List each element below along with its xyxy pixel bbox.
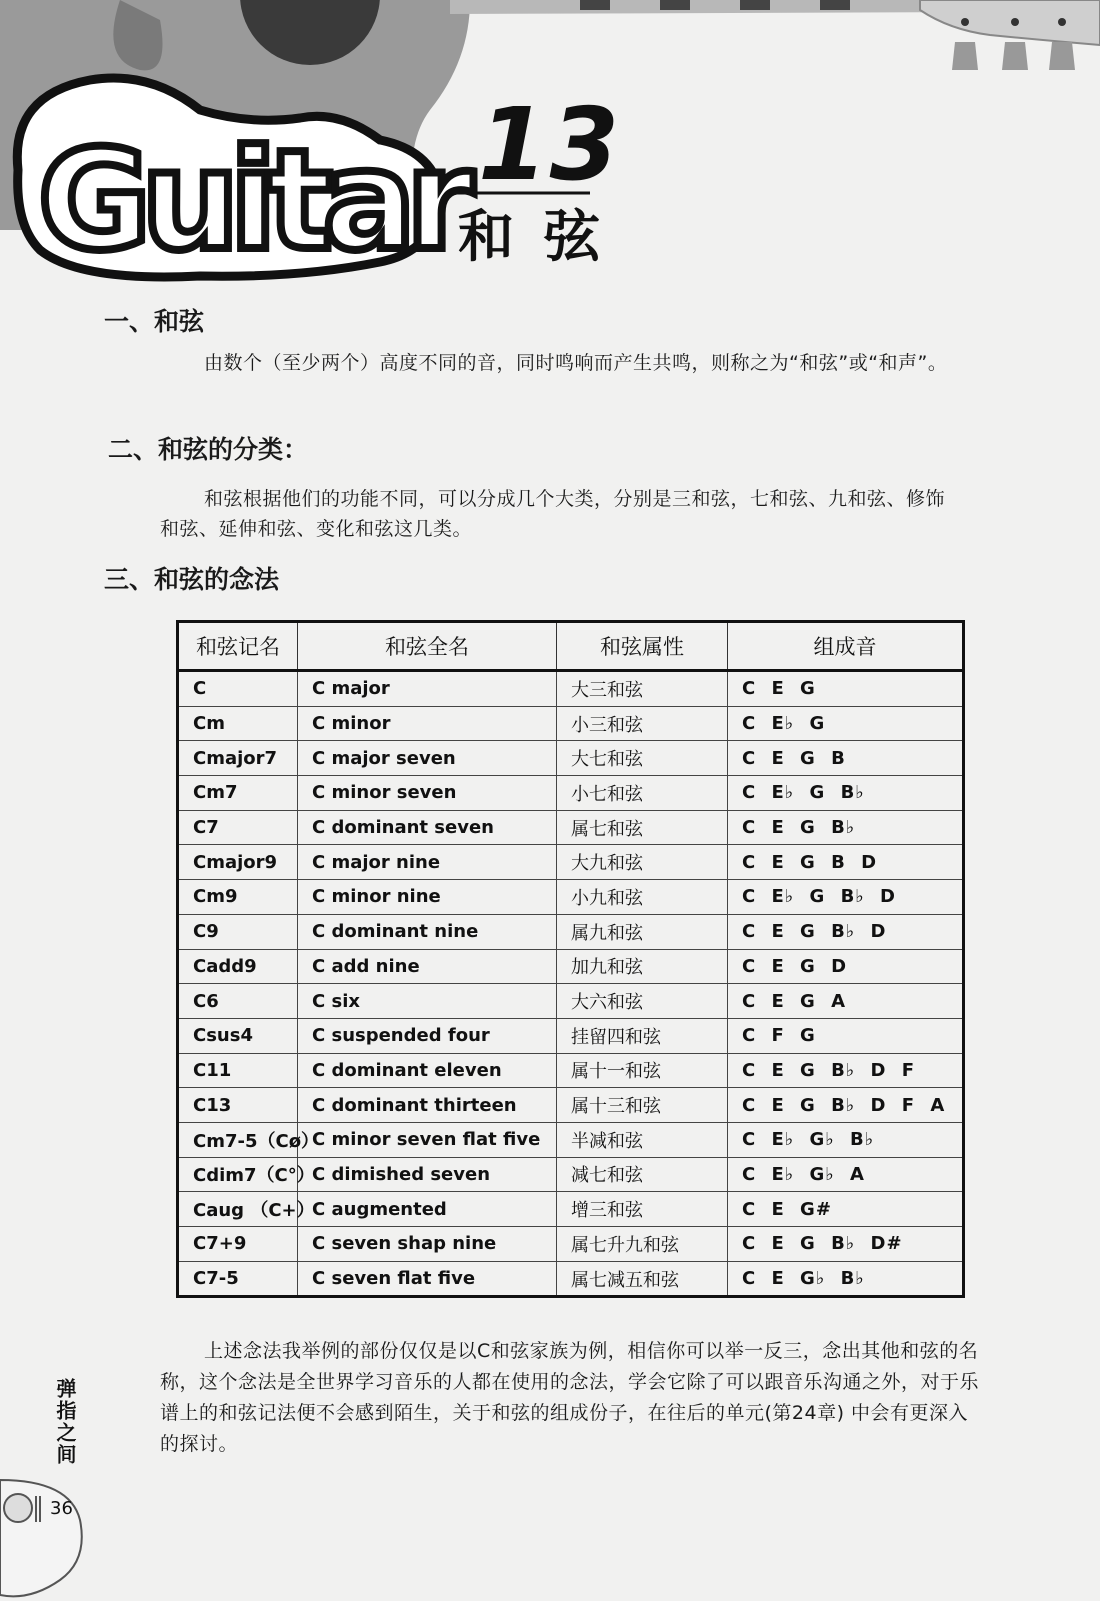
chord-symbol-cell: Cadd9 (178, 949, 298, 984)
chord-attribute-cell: 小三和弦 (557, 706, 728, 741)
guitar-logo: Guitar (38, 120, 464, 281)
chord-attribute-cell: 小九和弦 (557, 880, 728, 915)
table-row (178, 1053, 964, 1088)
chord-attribute-cell: 属七和弦 (557, 810, 728, 845)
chord-attribute-cell: 大七和弦 (557, 741, 728, 776)
chord-symbol-cell: Cm7 (178, 776, 298, 811)
chord-symbol-cell: Cmajor9 (178, 845, 298, 880)
table-row (178, 1088, 964, 1123)
chord-notes-cell: C E♭ G (728, 706, 964, 741)
table-row (178, 984, 964, 1019)
chord-notes-cell: C E G B♭ D# (728, 1227, 964, 1262)
chord-full-name-cell: C minor (298, 706, 557, 741)
chord-notes-cell: C E♭ G B♭ D (728, 880, 964, 915)
section-heading-classification: 二、和弦的分类： (108, 435, 309, 464)
chord-notes-cell: C E G (728, 671, 964, 707)
chord-symbol-cell: C7 (178, 810, 298, 845)
chord-full-name-cell: C augmented (298, 1192, 557, 1227)
page-number: 36 (50, 1498, 73, 1519)
chord-attribute-cell: 大六和弦 (557, 984, 728, 1019)
section-body-chord: 由数个（至少两个）高度不同的音，同时鸣响而产生共鸣，则称之为“和弦”或“和声”。 (204, 352, 948, 374)
chord-symbol-cell: C11 (178, 1053, 298, 1088)
chord-attribute-cell: 大九和弦 (557, 845, 728, 880)
table-row (178, 1157, 964, 1192)
table-row (178, 776, 964, 811)
chord-symbol-cell: C (178, 671, 298, 707)
table-row (178, 880, 964, 915)
table-row (178, 1122, 964, 1157)
side-label: 弹指之间 (53, 1378, 77, 1466)
chord-symbol-cell: C13 (178, 1088, 298, 1123)
section-body-classification: 和弦根据他们的功能不同，可以分成几个大类，分别是三和弦，七和弦、九和弦、修饰和弦、延伸和弦、变化和弦这几类。 (160, 488, 946, 540)
column-header-notes: 组成音 (728, 622, 964, 671)
chord-notes-cell: C E♭ G B♭ (728, 776, 964, 811)
column-header-attribute: 和弦属性 (557, 622, 728, 671)
table-row (178, 914, 964, 949)
table-row (178, 671, 964, 707)
chapter-number: 13 (478, 86, 622, 203)
chord-attribute-cell: 半减和弦 (557, 1122, 728, 1157)
chord-table-body (178, 671, 964, 1297)
chord-full-name-cell: C add nine (298, 949, 557, 984)
chord-attribute-cell: 减七和弦 (557, 1157, 728, 1192)
section-heading-chord: 一、和弦 (104, 307, 205, 336)
table-row (178, 845, 964, 880)
chord-symbol-cell: Cmajor7 (178, 741, 298, 776)
chord-notes-cell: C E♭ G♭ A (728, 1157, 964, 1192)
chord-full-name-cell: C dimished seven (298, 1157, 557, 1192)
chord-attribute-cell: 属七升九和弦 (557, 1227, 728, 1262)
table-row (178, 810, 964, 845)
chord-symbol-cell: Cdim7（C°） (178, 1157, 298, 1192)
chord-attribute-cell: 属十一和弦 (557, 1053, 728, 1088)
chord-attribute-cell: 属七减五和弦 (557, 1261, 728, 1297)
column-header-full-name: 和弦全名 (298, 622, 557, 671)
table-row (178, 1261, 964, 1297)
chord-full-name-cell: C minor seven (298, 776, 557, 811)
chord-symbol-cell: C9 (178, 914, 298, 949)
column-header-symbol: 和弦记名 (178, 622, 298, 671)
chord-symbol-cell: Caug （C+） (178, 1192, 298, 1227)
chord-full-name-cell: C dominant nine (298, 914, 557, 949)
chord-full-name-cell: C seven shap nine (298, 1227, 557, 1262)
chord-symbol-cell: Cm (178, 706, 298, 741)
chord-attribute-cell: 属九和弦 (557, 914, 728, 949)
chord-attribute-cell: 增三和弦 (557, 1192, 728, 1227)
chord-symbol-cell: C7+9 (178, 1227, 298, 1262)
chord-notes-cell: C E G B D (728, 845, 964, 880)
chord-full-name-cell: C seven flat five (298, 1261, 557, 1297)
chord-symbol-cell: Cm7-5（Cø） (178, 1122, 298, 1157)
chord-symbol-cell: Csus4 (178, 1018, 298, 1053)
table-row (178, 706, 964, 741)
chord-notes-cell: C E G# (728, 1192, 964, 1227)
chord-attribute-cell: 加九和弦 (557, 949, 728, 984)
guitar-corner-icon (0, 1460, 100, 1601)
chord-full-name-cell: C suspended four (298, 1018, 557, 1053)
chord-full-name-cell: C minor seven flat five (298, 1122, 557, 1157)
chord-full-name-cell: C dominant eleven (298, 1053, 557, 1088)
chord-notes-cell: C E G♭ B♭ (728, 1261, 964, 1297)
table-row (178, 949, 964, 984)
chord-notes-cell: C E G B♭ D F (728, 1053, 964, 1088)
chord-full-name-cell: C dominant thirteen (298, 1088, 557, 1123)
section-heading-pronunciation: 三、和弦的念法 (104, 565, 280, 594)
chord-notes-cell: C E G B♭ D F A (728, 1088, 964, 1123)
chord-notes-cell: C E G B♭ (728, 810, 964, 845)
chord-attribute-cell: 挂留四和弦 (557, 1018, 728, 1053)
chord-symbol-cell: C7-5 (178, 1261, 298, 1297)
chord-notes-cell: C E♭ G♭ B♭ (728, 1122, 964, 1157)
chord-full-name-cell: C major seven (298, 741, 557, 776)
chord-full-name-cell: C minor nine (298, 880, 557, 915)
table-row (178, 1227, 964, 1262)
chord-full-name-cell: C dominant seven (298, 810, 557, 845)
chapter-title: 和弦 (458, 205, 630, 270)
chord-attribute-cell: 大三和弦 (557, 671, 728, 707)
table-header-row (178, 622, 964, 671)
chord-notes-cell: C E G B♭ D (728, 914, 964, 949)
closing-paragraph: 上述念法我举例的部份仅仅是以C和弦家族为例，相信你可以举一反三，念出其他和弦的名称，这个念法是全世界学习音乐的人都在使用的念法，学会它除了可以跟音乐沟通之外，对于乐谱上的和弦记法便不会感到陌生，关于和弦的组成份子，在往后的单元(第24章) 中会有更深入的探讨。 (160, 1340, 980, 1455)
chord-table (176, 620, 965, 1298)
table-row (178, 1192, 964, 1227)
chord-full-name-cell: C major nine (298, 845, 557, 880)
table-row (178, 1018, 964, 1053)
chord-symbol-cell: C6 (178, 984, 298, 1019)
chord-notes-cell: C E G A (728, 984, 964, 1019)
chord-notes-cell: C E G B (728, 741, 964, 776)
table-row (178, 741, 964, 776)
chord-full-name-cell: C major (298, 671, 557, 707)
chord-attribute-cell: 属十三和弦 (557, 1088, 728, 1123)
chord-attribute-cell: 小七和弦 (557, 776, 728, 811)
chord-symbol-cell: Cm9 (178, 880, 298, 915)
chord-notes-cell: C E G D (728, 949, 964, 984)
chord-notes-cell: C F G (728, 1018, 964, 1053)
chord-full-name-cell: C six (298, 984, 557, 1019)
